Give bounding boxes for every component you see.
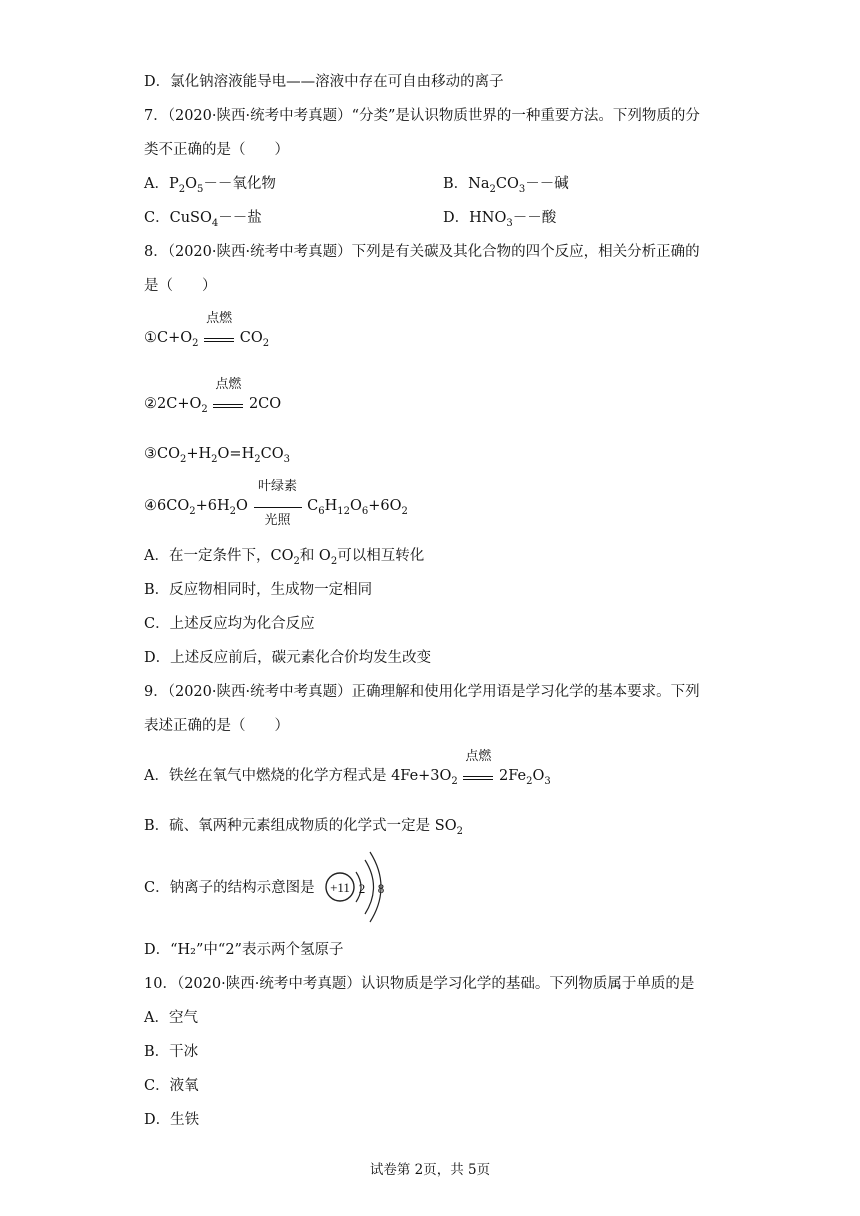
q7-stem-line2: 类不正确的是（ ） <box>144 142 289 158</box>
q8-option-a: A．在一定条件下，$CO_2$和 $O_2$可以相互转化 <box>144 548 425 567</box>
q6-option-d: D．氯化钠溶液能导电——溶液中存在可自由移动的离子 <box>144 74 504 90</box>
q7-stem-line1: 7．（2020·陕西·统考中考真题）“分类”是认识物质世界的一种重要方法。下列物质的分 <box>144 108 700 124</box>
q8-stem-line2: 是（ ） <box>144 278 217 294</box>
q7-option-b: B．$Na_2CO_3--$碱 <box>443 176 569 195</box>
q10-option-d: D．生铁 <box>144 1112 200 1128</box>
q9-option-c: C．钠离子的结构示意图是 <box>144 880 315 896</box>
reaction-condition: 点燃 <box>463 766 493 786</box>
q7-option-a: A．$P_2O_5--$氧化物 <box>144 176 276 195</box>
q9-option-b: B．硫、氧两种元素组成物质的化学式一定是 $SO_2$ <box>144 818 463 837</box>
q7-option-d: D．$HNO_3--$酸 <box>443 210 557 229</box>
q8-reaction-1: $①C+O_2$ 点燃 $CO_2$ <box>144 311 270 349</box>
q10-stem: 10．（2020·陕西·统考中考真题）认识物质是学习化学的基础。下列物质属于单质的是 <box>144 976 695 992</box>
page-footer: 试卷第 2页，共 5页 <box>369 1162 491 1178</box>
q7-option-c: C．CuSO$_4$－－盐 <box>144 210 262 229</box>
reaction-condition: 点燃 <box>213 394 243 414</box>
q8-option-b: B．反应物相同时，生成物一定相同 <box>144 582 373 598</box>
ion-shell1-label: 2 <box>358 881 366 896</box>
sodium-ion-structure-diagram <box>320 848 390 926</box>
q9-stem-line1: 9．（2020·陕西·统考中考真题）正确理解和使用化学用语是学习化学的基本要求。下列 <box>144 684 700 700</box>
reaction-condition: 叶绿素 光照 <box>254 496 302 516</box>
q8-option-d: D．上述反应前后，碳元素化合价均发生改变 <box>144 650 432 666</box>
q8-reaction-4: $④6CO_2+6H_2O$ 叶绿素 光照 $C_6H_{12}O_6+6O_2$ <box>144 479 408 528</box>
q10-option-b: B．干冰 <box>144 1044 199 1060</box>
q9-stem-line2: 表述正确的是（ ） <box>144 718 289 734</box>
ion-nucleus-label: +11 <box>330 880 350 895</box>
q8-stem-line1: 8．（2020·陕西·统考中考真题）下列是有关碳及其化合物的四个反应，相关分析正确的 <box>144 244 700 260</box>
q8-reaction-3: $③CO_2+H_2O=H_2CO_3$ <box>144 446 290 465</box>
q8-option-c: C．上述反应均为化合反应 <box>144 616 315 632</box>
q10-option-a: A．空气 <box>144 1010 198 1026</box>
reaction-condition: 点燃 <box>204 328 234 348</box>
q8-reaction-2: $②2C+O_2$ 点燃 2CO <box>144 377 282 415</box>
q9-option-d: D．“H₂”中“2”表示两个氢原子 <box>144 942 344 958</box>
q10-option-c: C．液氧 <box>144 1078 199 1094</box>
q9-option-a: A．铁丝在氧气中燃烧的化学方程式是 $4Fe+3O_2$ 点燃 $2Fe_2O_3$ <box>144 749 551 787</box>
ion-shell2-label: 8 <box>377 881 385 896</box>
